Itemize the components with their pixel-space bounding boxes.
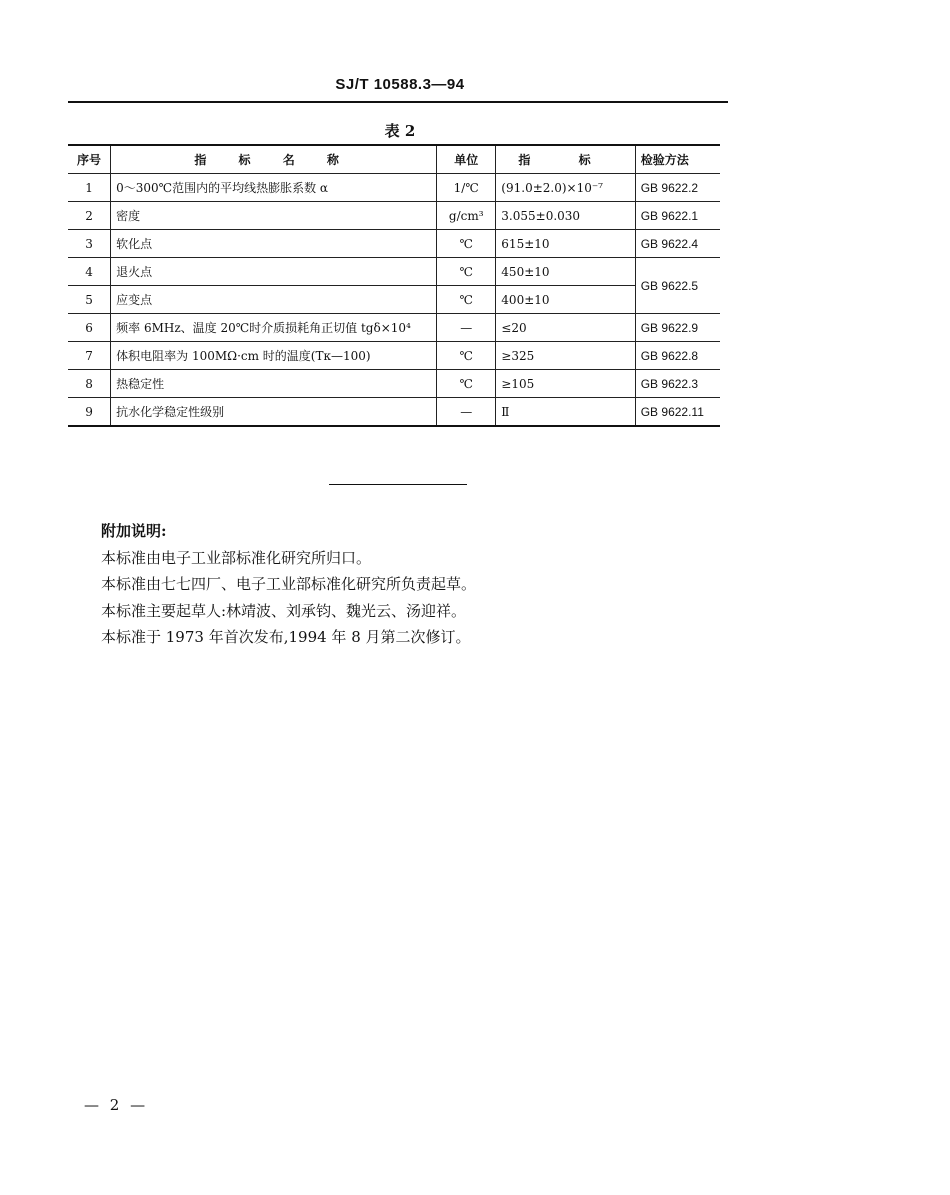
cell-unit: ℃ xyxy=(437,230,496,258)
cell-value: ≥105 xyxy=(496,370,635,398)
cell-no: 6 xyxy=(68,314,111,342)
table-row xyxy=(68,314,720,342)
cell-name: 抗水化学稳定性级别 xyxy=(111,398,437,427)
cell-no: 2 xyxy=(68,202,111,230)
cell-no: 7 xyxy=(68,342,111,370)
notes-line: 本标准于 1973 年首次发布,1994 年 8 月第二次修订。 xyxy=(101,628,471,646)
section-divider xyxy=(329,484,467,485)
cell-name: 热稳定性 xyxy=(111,370,437,398)
col-header-unit: 单位 xyxy=(437,145,496,174)
cell-name: 0～300℃范围内的平均线热膨胀系数 α xyxy=(111,174,437,202)
cell-name: 软化点 xyxy=(111,230,437,258)
col-header-value: 指 标 xyxy=(496,145,635,174)
cell-unit: — xyxy=(437,398,496,427)
spec-table xyxy=(68,144,720,427)
cell-unit: ℃ xyxy=(437,258,496,286)
notes-line: 本标准主要起草人:林靖波、刘承钧、魏光云、汤迎祥。 xyxy=(101,601,467,620)
cell-no: 1 xyxy=(68,174,111,202)
cell-method-merged: GB 9622.5 xyxy=(635,258,720,314)
cell-method: GB 9622.8 xyxy=(635,342,720,370)
cell-value: 3.055±0.030 xyxy=(496,202,635,230)
cell-method: GB 9622.2 xyxy=(635,174,720,202)
table-row xyxy=(68,398,720,427)
cell-name: 频率 6MHz、温度 20℃时介质损耗角正切值 tgδ×10⁴ xyxy=(111,314,437,342)
col-header-method: 检验方法 xyxy=(635,145,720,174)
document-code: SJ/T 10588.3—94 xyxy=(335,76,465,93)
table-row xyxy=(68,230,720,258)
cell-method: GB 9622.4 xyxy=(635,230,720,258)
cell-value: (91.0±2.0)×10⁻⁷ xyxy=(496,174,635,202)
cell-unit: 1/℃ xyxy=(437,174,496,202)
cell-value: 450±10 xyxy=(496,258,635,286)
cell-value: ≥325 xyxy=(496,342,635,370)
cell-name: 应变点 xyxy=(111,286,437,314)
cell-name: 退火点 xyxy=(111,258,437,286)
col-header-name: 指 标 名 称 xyxy=(111,145,437,174)
cell-method: GB 9622.9 xyxy=(635,314,720,342)
notes-line: 本标准由七七四厂、电子工业部标准化研究所负责起草。 xyxy=(101,575,477,593)
cell-name: 体积电阻率为 100MΩ·cm 时的温度(Tκ—100) xyxy=(111,342,437,370)
cell-no: 3 xyxy=(68,230,111,258)
cell-value: 400±10 xyxy=(496,286,635,314)
cell-method: GB 9622.3 xyxy=(635,370,720,398)
cell-no: 8 xyxy=(68,370,111,398)
table-row xyxy=(68,258,720,286)
cell-unit: ℃ xyxy=(437,370,496,398)
cell-unit: ℃ xyxy=(437,342,496,370)
cell-method: GB 9622.1 xyxy=(635,202,720,230)
cell-unit: ℃ xyxy=(437,286,496,314)
cell-unit: g/cm³ xyxy=(437,202,496,230)
table-row xyxy=(68,174,720,202)
cell-no: 5 xyxy=(68,286,111,314)
cell-no: 4 xyxy=(68,258,111,286)
notes-title: 附加说明: xyxy=(101,522,167,540)
cell-name: 密度 xyxy=(111,202,437,230)
cell-value: 615±10 xyxy=(496,230,635,258)
cell-value: ≤20 xyxy=(496,314,635,342)
cell-no: 9 xyxy=(68,398,111,427)
notes-line: 本标准由电子工业部标准化研究所归口。 xyxy=(101,548,372,567)
col-header-no: 序号 xyxy=(68,145,111,174)
cell-value: Ⅱ xyxy=(496,398,635,427)
table-row xyxy=(68,202,720,230)
table-caption: 表 2 xyxy=(384,122,416,140)
table-row xyxy=(68,342,720,370)
header-rule xyxy=(68,101,728,103)
table-row xyxy=(68,370,720,398)
additional-notes xyxy=(101,518,476,651)
cell-method: GB 9622.11 xyxy=(635,398,720,427)
table-row xyxy=(68,286,720,314)
page-number: — 2 — xyxy=(84,1096,149,1114)
cell-unit: — xyxy=(437,314,496,342)
table-header-row xyxy=(68,145,720,174)
